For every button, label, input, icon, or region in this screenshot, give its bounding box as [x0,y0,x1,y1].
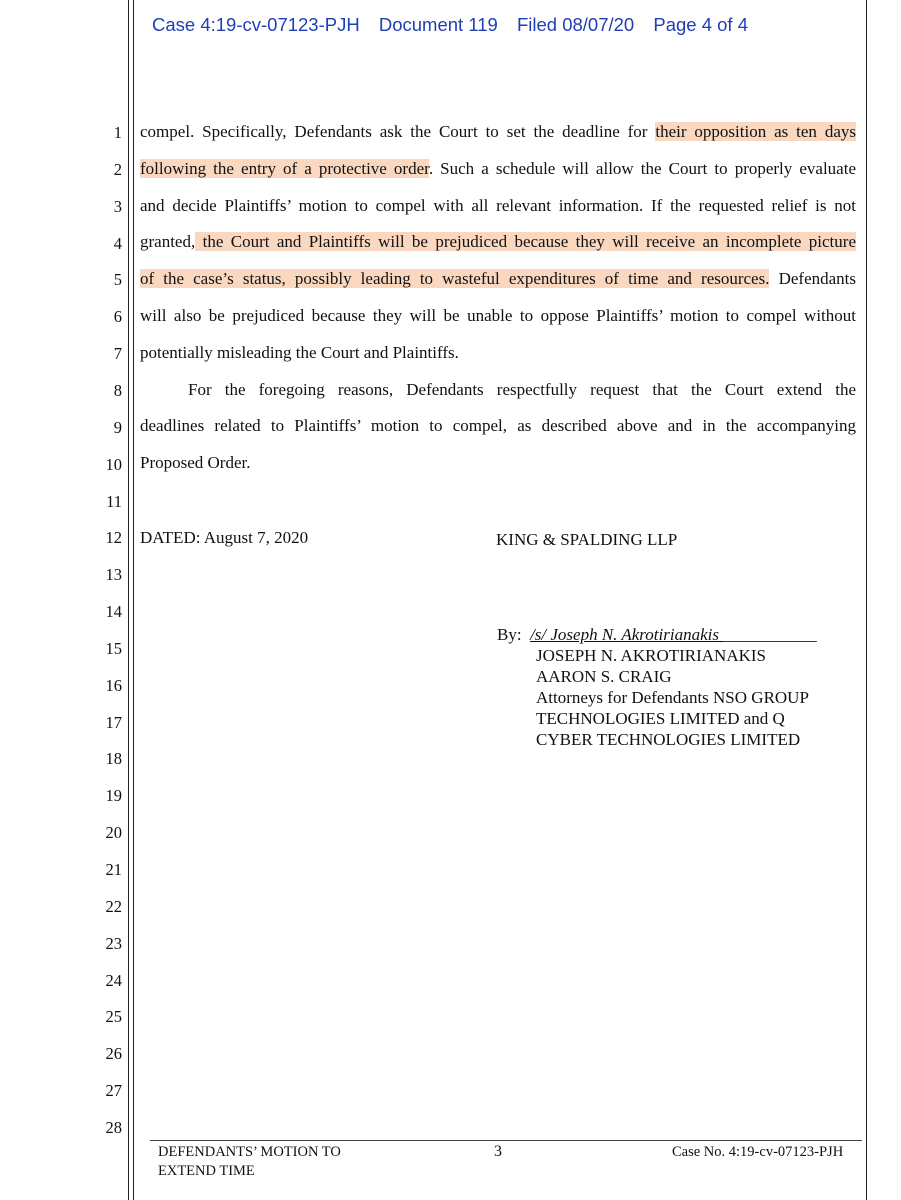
body-line-2 [140,158,856,180]
line-number: 9 [113,417,122,437]
highlighted-text: their opposition as ten days [655,122,856,141]
signature-block [497,624,817,750]
body-line-10 [140,452,856,474]
by-label: By: [497,625,522,644]
line-number: 7 [113,344,122,364]
highlighted-text: the Court and Plaintiffs will be prejudiced because they will receive an incomplete picture [195,232,856,251]
body-text: will also be prejudiced because they will be unable to oppose Plaintiffs’ motion to compel without [140,306,856,325]
line-number: 20 [105,823,122,843]
ecf-header-stamp [152,14,762,36]
footer-rule [150,1140,862,1141]
body-line-6 [140,305,856,327]
line-number: 16 [105,675,122,695]
body-line-1 [140,121,856,143]
body-line-4 [140,231,856,253]
line-number: 10 [105,454,122,474]
line-number: 11 [106,491,122,511]
e-signature: /s/ Joseph N. Akrotirianakis [530,625,724,644]
attorney-name-2: AARON S. CRAIG [536,667,672,686]
attorney-role-2: TECHNOLOGIES LIMITED and Q [536,709,785,728]
firm-name: KING & SPALDING LLP [496,530,678,549]
body-text: and decide Plaintiffs’ motion to compel with all relevant information. If the requested relief is not [140,196,856,215]
line-number: 19 [105,786,122,806]
line-number: 23 [105,933,122,953]
line-number: 3 [113,196,122,216]
ecf-page: Page 4 of 4 [653,14,748,35]
body-text: deadlines related to Plaintiffs’ motion to compel, as described above and in the accompanying [140,416,856,435]
body-text: granted, [140,232,196,251]
line-number: 12 [105,528,122,548]
footer-title-line-1: DEFENDANTS’ MOTION TO [158,1144,341,1160]
line-number: 5 [113,270,122,290]
ecf-case: Case 4:19-cv-07123-PJH [152,14,360,35]
body-line-3 [140,195,856,217]
body-text: potentially misleading the Court and Plaintiffs. [140,343,459,362]
line-number: 24 [105,970,122,990]
dated-line: DATED: August 7, 2020 [140,528,309,547]
line-number: 17 [105,712,122,732]
highlighted-text: of the case’s status, possibly leading to wasteful expenditures of time and resources. [140,269,770,288]
attorney-role-3: CYBER TECHNOLOGIES LIMITED [536,730,801,749]
attorney-name-1: JOSEPH N. AKROTIRIANAKIS [536,646,766,665]
ecf-filed: Filed 08/07/20 [516,14,635,35]
body-text: compel. Specifically, Defendants ask the Court to set the deadline for [140,122,656,141]
footer-case-number: Case No. 4:19-cv-07123-PJH [672,1144,844,1160]
attorney-role-1: Attorneys for Defendants NSO GROUP [536,688,809,707]
footer-title-line-2: EXTEND TIME [158,1163,255,1179]
line-number: 25 [105,1007,122,1027]
ecf-document: Document 119 [378,14,498,35]
line-number: 13 [105,565,122,585]
body-text: For the foregoing reasons, Defendants respectfully request that the Court extend the [188,380,856,399]
body-text: Proposed Order. [140,453,251,472]
body-line-9 [140,415,856,437]
body-line-5 [140,268,856,290]
line-number: 28 [105,1117,122,1137]
body-line-8 [140,379,856,401]
line-number: 26 [105,1044,122,1064]
line-number: 4 [113,233,122,253]
right-margin-rule [866,0,867,1200]
line-number: 8 [113,380,122,400]
left-margin-rule-inner [133,0,134,1200]
left-margin-rule-outer [128,0,129,1200]
line-number: 21 [105,860,122,879]
highlighted-text: following the entry of a protective order [140,159,429,178]
footer-title [158,1143,341,1181]
line-number: 15 [105,638,122,658]
line-number: 6 [113,307,122,327]
line-number: 18 [105,749,122,769]
line-number: 2 [113,159,122,179]
body-text: Defendants [769,269,856,288]
body-line-7 [140,342,856,364]
footer-page-number: 3 [494,1143,502,1160]
line-number: 1 [113,123,122,142]
body-text: . Such a schedule will allow the Court to properly evaluate [428,159,856,178]
line-number: 27 [105,1081,122,1101]
line-number: 22 [105,896,122,916]
line-number: 14 [105,602,122,622]
signature-underline: ___________ [723,625,817,644]
signature-line [497,624,817,645]
